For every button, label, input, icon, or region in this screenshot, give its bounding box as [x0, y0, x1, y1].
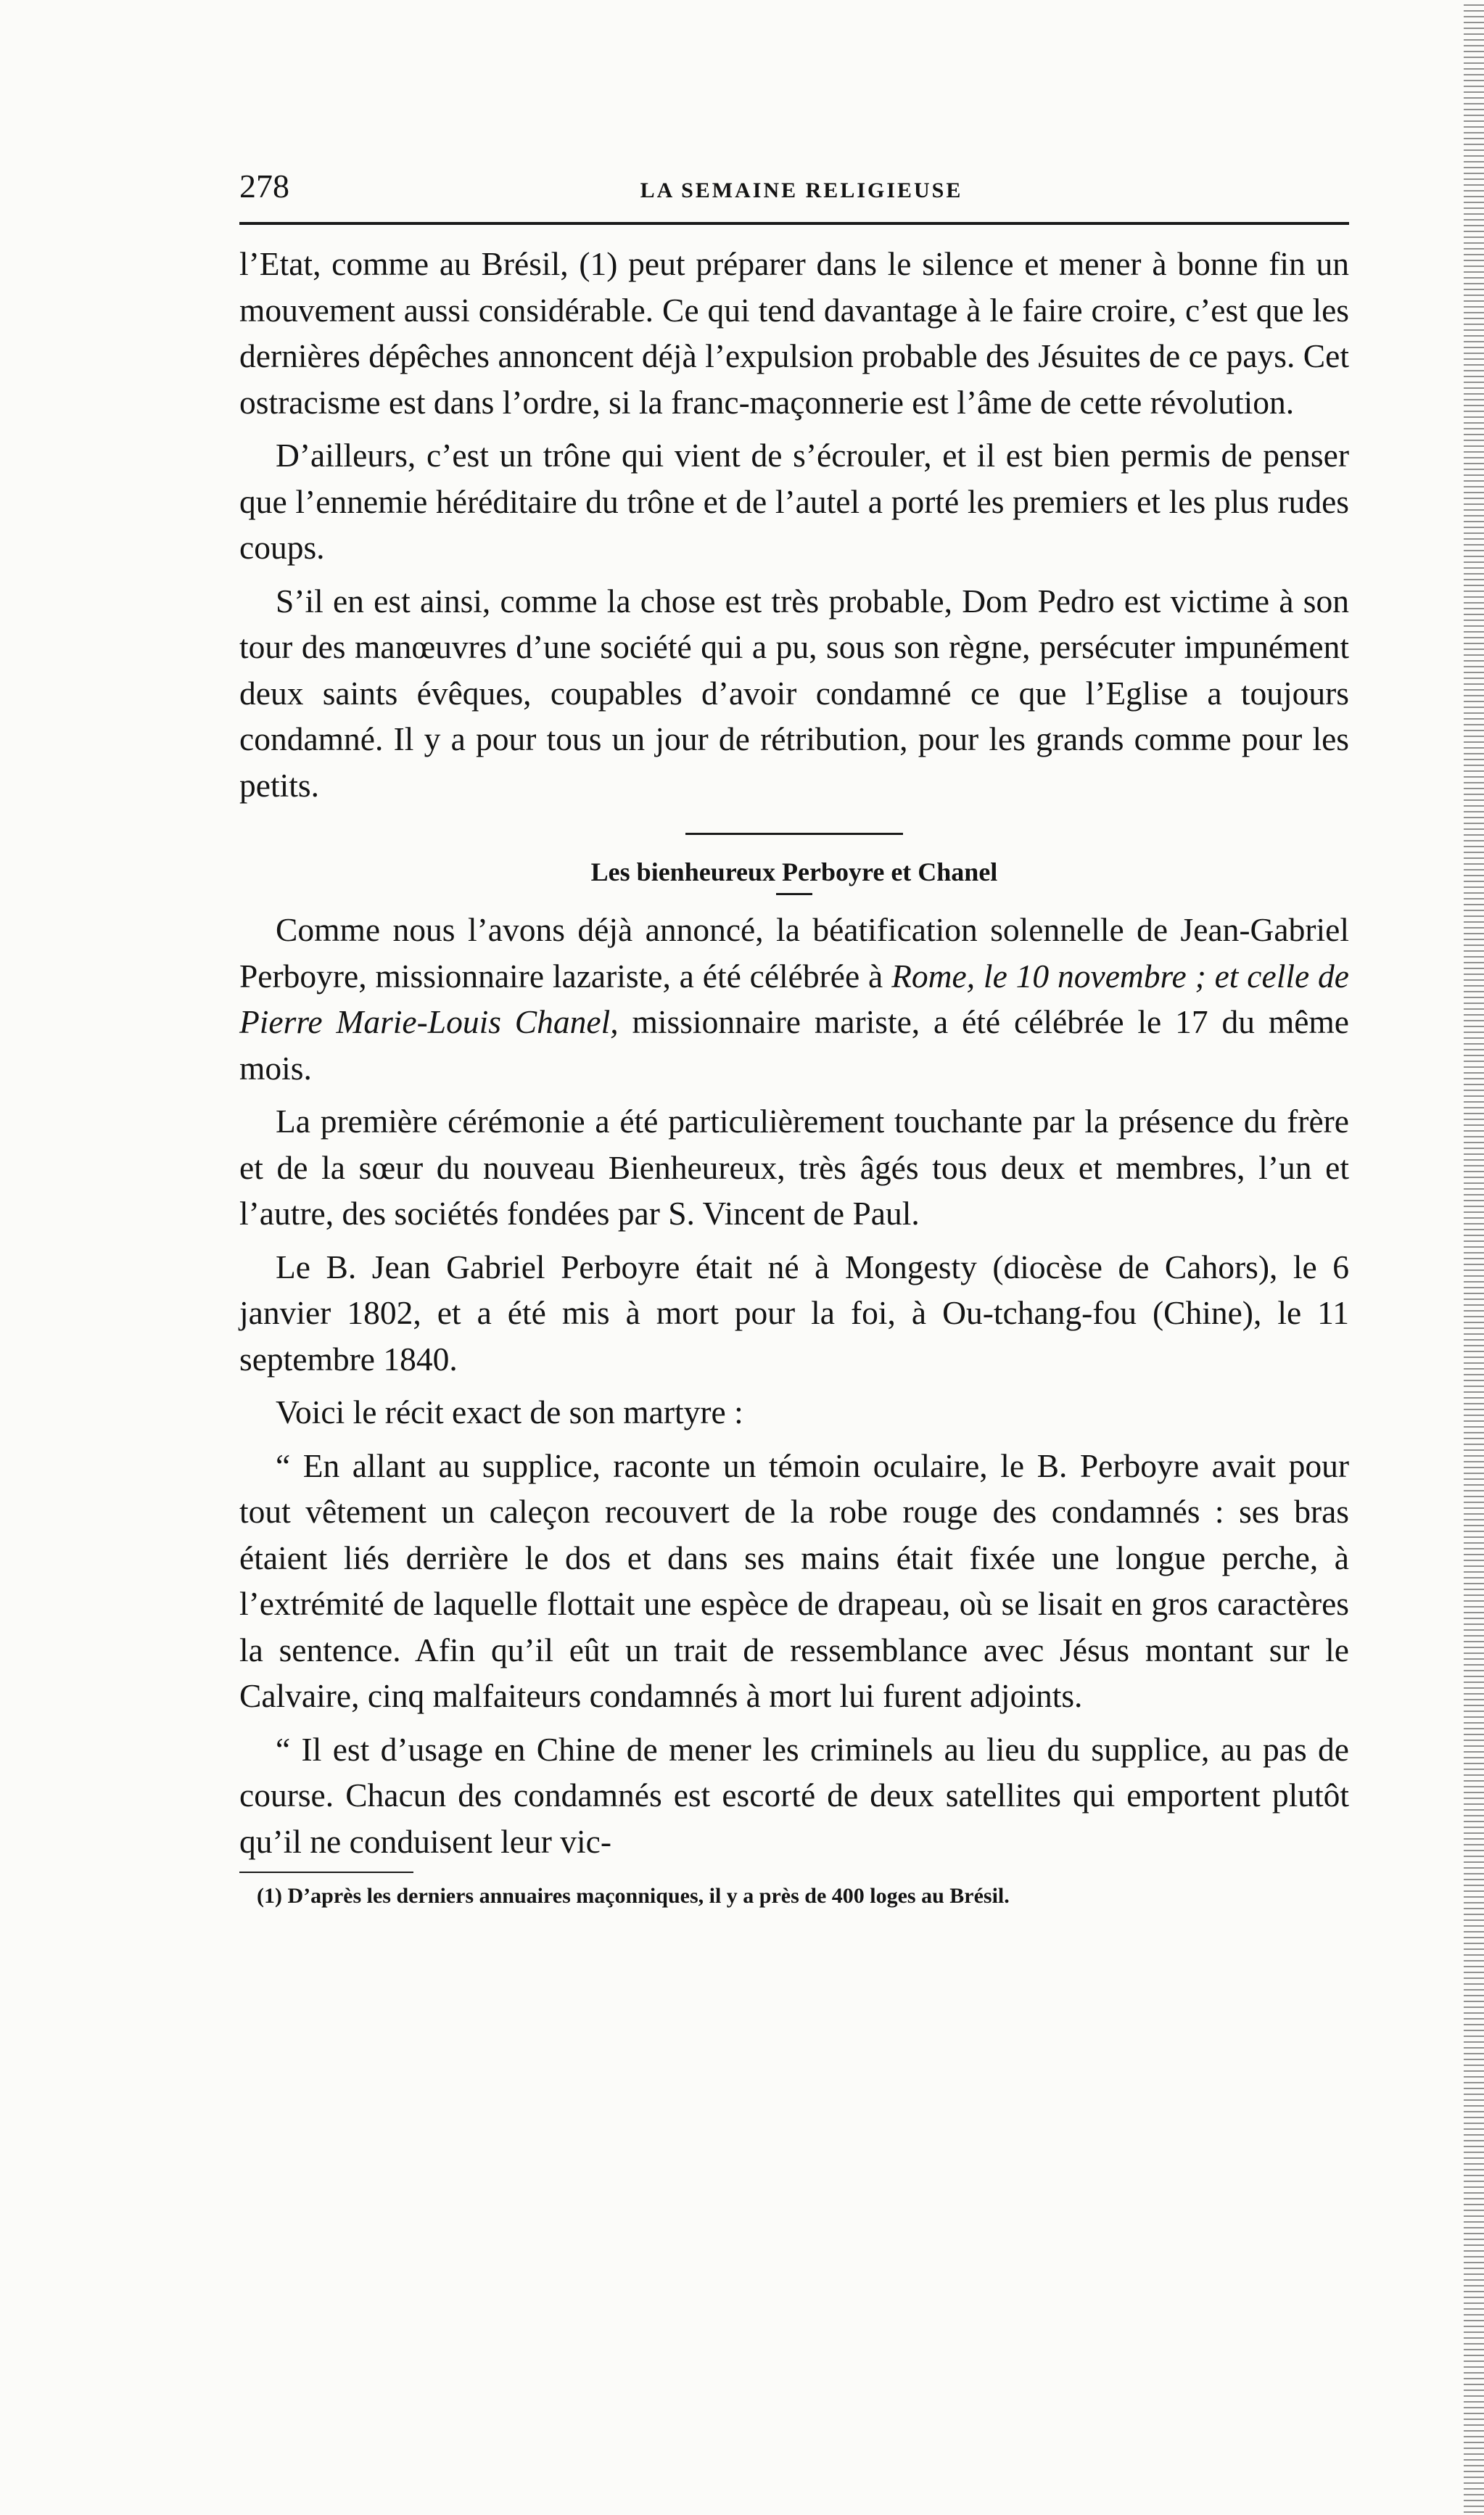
text-run: Comme nous l’avons déjà annoncé, la béatification solennelle de Jean-Gabriel Perboyre, missionnaire lazariste, a été célébrée à [239, 911, 1349, 995]
quotation-paragraph: “ Il est d’usage en Chine de mener les criminels au lieu du supplice, au pas de course. Chacun des condamnés est escorté de deux satellites qui emportent plutôt qu’il ne conduisent leur vic- [239, 1730, 1349, 1860]
paragraph: Voici le récit exact de son martyre : [276, 1394, 743, 1431]
paragraph: D’ailleurs, c’est un trône qui vient de s’écrouler, et il est bien permis de penser que l’ennemie héréditaire du trône et de l’autel a porté les premiers et les plus rudes coups. [239, 437, 1349, 566]
paragraph: La première cérémonie a été particulièrement touchante par la présence du frère et de la sœur du nouveau Bienheureux, très âgés tous deux et membres, l’un et l’autre, des sociétés fondées par S. Vincent de Paul. [239, 1103, 1349, 1232]
paragraph: S’il en est ainsi, comme la chose est très probable, Dom Pedro est victime à son tour des manœuvres d’une société qui a pu, sous son règne, persécuter impunément deux saints évêques, coupables d’avoir condamné ce que l’Eglise a toujours condamné. Il y a pour tous un jour de rétribution, pour les grands comme pour les petits. [239, 582, 1349, 804]
running-title: LA SEMAINE RELIGIEUSE [640, 178, 963, 202]
paragraph-continuation: l’Etat, comme au Brésil, (1) peut préparer dans le silence et mener à bonne fin un mouvement aussi considérable. Ce qui tend davantage à le faire croire, c’est que les dernières dépêches annoncent déjà l’expulsion probable des Jésuites de ce pays. Cet ostracisme est dans l’ordre, si la franc-maçonnerie est l’âme de cette révolution. [239, 245, 1349, 421]
section-separator [685, 833, 903, 835]
text-run: missionnaire mariste, a été célébrée le 17 du même mois. [239, 1003, 1350, 1087]
paragraph [239, 907, 1349, 1091]
quotation-paragraph: “ En allant au supplice, raconte un témoin oculaire, le B. Perboyre avait pour tout vêtement un caleçon recouvert de la robe rouge des condamnés : ses bras étaient liés derrière le dos et dans ses mains était fixée une longue perche, à l’extrémité de laquelle flottait une espèce de drapeau, où se lisait en gros caractères la sentence. Afin qu’il eût un trait de ressemblance avec Jésus montant sur le Calvaire, cinq malfaiteurs condamnés à mort lui furent adjoints. [239, 1446, 1349, 1714]
footnote-rule [239, 1872, 413, 1873]
page-header [239, 167, 1349, 218]
scan-edge [1464, 0, 1484, 2515]
paragraph: Le B. Jean Gabriel Perboyre était né à Mongesty (diocèse de Cahors), le 6 janvier 1802, et a été mis à mort pour la foi, à Ou-tchang-fou (Chine), le 11 septembre 1840. [239, 1248, 1349, 1378]
section-title: Les bienheureux Perboyre et Chanel [590, 857, 998, 886]
page-number: 278 [239, 168, 289, 205]
title-dash [776, 893, 812, 895]
footnote: (1) D’après les derniers annuaires maçonniques, il y a près de 400 loges au Brésil. [257, 1884, 1010, 1908]
italic-text: Rome, le 10 novembre ; et celle de Pierre Marie-Louis Chanel, [239, 957, 1349, 1040]
header-rule [239, 222, 1349, 225]
book-page [239, 167, 1349, 1911]
